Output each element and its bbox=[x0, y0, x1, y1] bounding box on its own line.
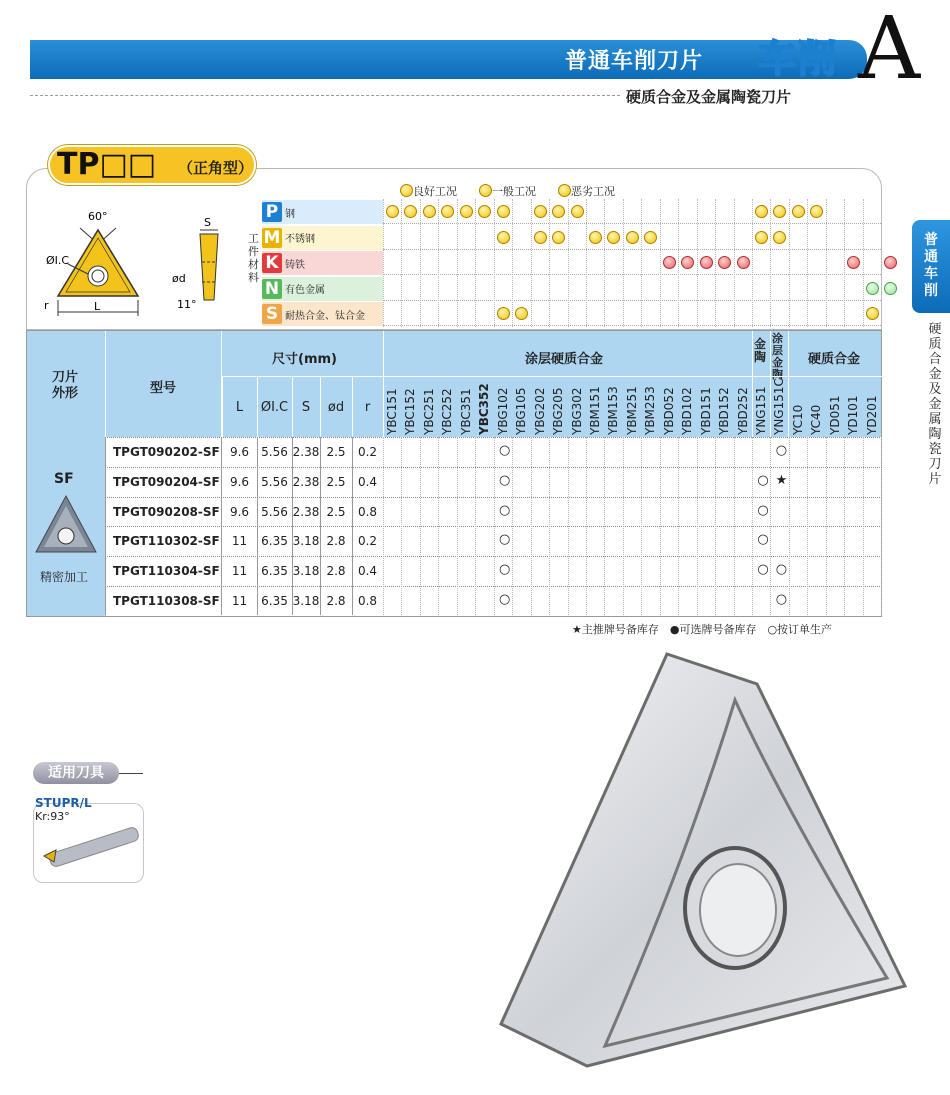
dim-cell: 6.35 bbox=[261, 534, 288, 549]
material-letter: P bbox=[262, 202, 282, 222]
grade-header: YD051 bbox=[827, 395, 842, 435]
dim-cell: 0.4 bbox=[357, 474, 378, 489]
col-shape-label: 刀片外形 bbox=[51, 370, 78, 401]
table-grid-line bbox=[512, 437, 513, 615]
material-name: 铸铁 bbox=[285, 259, 305, 271]
grid-line bbox=[641, 199, 642, 327]
dim-cell: 11 bbox=[231, 594, 248, 608]
grid-line bbox=[475, 199, 476, 327]
dim-cell: 0.2 bbox=[357, 534, 378, 549]
dim-cell: 2.8 bbox=[326, 564, 346, 579]
dim-divider bbox=[257, 377, 258, 437]
side-tab-subtitle: 硬质合金及金属陶瓷刀片 bbox=[928, 322, 942, 487]
grade-header: YBG302 bbox=[569, 387, 584, 435]
material-name: 有色金属 bbox=[285, 285, 325, 296]
material-row-m bbox=[262, 226, 383, 250]
tool-code: STUPR/L bbox=[35, 796, 92, 810]
product-shape-note: （正角型） bbox=[178, 159, 254, 177]
dim-cell: 3.18 bbox=[292, 564, 320, 579]
dim-divider bbox=[222, 377, 223, 437]
dim-cell: 2.8 bbox=[326, 594, 346, 608]
grid-line bbox=[586, 199, 587, 327]
page-subtitle: 硬质合金及金属陶瓷刀片 bbox=[626, 88, 792, 106]
material-row-n bbox=[262, 277, 383, 301]
material-grid bbox=[383, 199, 881, 327]
side-tab-label: 普通车削 bbox=[924, 232, 938, 299]
grid-line bbox=[438, 199, 439, 327]
availability-mark: ○ bbox=[757, 562, 769, 578]
insert-diagram bbox=[40, 204, 250, 319]
grade-header: YBD052 bbox=[661, 387, 676, 435]
dim-cell: 0.4 bbox=[357, 564, 378, 579]
normal-face-icon bbox=[479, 184, 492, 197]
grid-line bbox=[770, 199, 771, 327]
grade-header: YC10 bbox=[790, 404, 805, 435]
grid-line bbox=[568, 199, 569, 327]
dim-cell: 5.56 bbox=[261, 504, 288, 519]
dim-cell: 2.5 bbox=[326, 474, 346, 489]
tools-tab[interactable]: 适用刀具 bbox=[33, 762, 119, 784]
grade-header: YBG202 bbox=[532, 387, 547, 435]
col-model-label: 型号 bbox=[150, 381, 177, 396]
grid-line bbox=[678, 199, 679, 327]
table-grid-line bbox=[383, 437, 384, 615]
availability-mark: ○ bbox=[775, 592, 788, 607]
category-title: 车削 bbox=[758, 37, 839, 81]
availability-mark: ★ bbox=[775, 472, 788, 488]
dim-header: L bbox=[235, 400, 244, 415]
table-grid-line bbox=[586, 437, 587, 615]
dim-cell: 3.18 bbox=[292, 594, 320, 608]
table-grid-line bbox=[734, 437, 735, 615]
grid-line bbox=[734, 199, 735, 327]
group-coated-cermet-label: 涂层金陶 bbox=[772, 332, 783, 381]
grid-line bbox=[844, 199, 845, 327]
availability-mark: ○ bbox=[499, 562, 511, 578]
table-grid-line bbox=[881, 437, 882, 615]
dim-cell: 2.38 bbox=[292, 474, 320, 489]
material-row-p bbox=[262, 200, 383, 224]
dim-header: r bbox=[364, 400, 371, 415]
table-grid-line bbox=[660, 437, 661, 615]
bad-face-icon bbox=[558, 184, 571, 197]
workpiece-label: 工件材料 bbox=[248, 232, 259, 284]
material-name: 耐热合金、钛合金 bbox=[285, 310, 365, 322]
grid-line bbox=[752, 199, 753, 327]
grade-header: YBM251 bbox=[624, 386, 639, 435]
table-grid-line bbox=[807, 437, 808, 615]
grade-header: YNG151 bbox=[754, 386, 768, 435]
shape-desc: 精密加工 bbox=[40, 570, 89, 584]
grade-header: YBG205 bbox=[551, 387, 566, 435]
grid-line bbox=[807, 199, 808, 327]
table-col-line bbox=[352, 437, 353, 615]
availability-mark: ○ bbox=[499, 443, 511, 458]
grid-line bbox=[512, 199, 513, 327]
availability-mark: ○ bbox=[775, 562, 788, 578]
grade-header: YBM153 bbox=[606, 386, 621, 435]
diagram-s: S bbox=[204, 216, 211, 229]
table-col-line bbox=[105, 437, 106, 615]
table-grid-line bbox=[641, 437, 642, 615]
legend-bad: 恶劣工况 bbox=[558, 183, 615, 199]
material-row-s bbox=[262, 302, 383, 326]
product-code: TP□□ bbox=[57, 147, 157, 182]
table-grid-line bbox=[697, 437, 698, 615]
dim-cell: 2.5 bbox=[326, 445, 346, 459]
legend-good: 良好工况 bbox=[400, 183, 457, 199]
dim-cell: 5.56 bbox=[261, 445, 288, 459]
material-name: 不锈钢 bbox=[285, 234, 315, 245]
grid-line bbox=[623, 199, 624, 327]
shape-code: SF bbox=[54, 471, 74, 487]
grid-line bbox=[715, 199, 716, 327]
model-cell: TPGT110304-SF bbox=[113, 564, 220, 579]
header-bar bbox=[30, 40, 867, 79]
insert-shape-icon bbox=[34, 492, 98, 558]
grid-line bbox=[826, 199, 827, 327]
grade-header: YNG151C bbox=[772, 378, 787, 435]
grade-header: YD201 bbox=[864, 395, 879, 435]
model-cell: TPGT090204-SF bbox=[113, 474, 220, 489]
grade-header: YBD152 bbox=[717, 387, 732, 435]
table-col-line bbox=[292, 437, 293, 615]
availability-mark: ○ bbox=[757, 532, 769, 548]
dim-cell: 2.8 bbox=[326, 534, 346, 549]
grade-header: YBD102 bbox=[680, 387, 695, 435]
table-grid-line bbox=[438, 437, 439, 615]
model-cell: TPGT090208-SF bbox=[113, 504, 220, 519]
dim-cell: 9.6 bbox=[229, 474, 250, 489]
table-col-line bbox=[221, 437, 222, 615]
material-letter: S bbox=[262, 304, 282, 324]
grid-line bbox=[401, 199, 402, 327]
good-face-icon bbox=[400, 184, 413, 197]
grade-header: YBM151 bbox=[587, 386, 602, 435]
diagram-clearance: 11° bbox=[177, 298, 197, 311]
availability-mark: ○ bbox=[757, 472, 769, 488]
grid-line bbox=[383, 199, 384, 327]
dim-cell: 6.35 bbox=[261, 594, 288, 608]
dim-cell: 11 bbox=[231, 564, 248, 579]
material-letter: M bbox=[263, 227, 281, 248]
table-col-line bbox=[320, 437, 321, 615]
grid-line bbox=[660, 199, 661, 327]
dim-cell: 6.35 bbox=[261, 564, 288, 579]
grade-header: YC40 bbox=[809, 404, 824, 435]
legend-normal: 一般工况 bbox=[479, 183, 536, 199]
condition-face-icon bbox=[884, 256, 897, 269]
grade-header: YBC251 bbox=[421, 388, 436, 435]
diagram-angle: 60° bbox=[88, 210, 108, 223]
grid-line bbox=[549, 199, 550, 327]
table-grid-line bbox=[568, 437, 569, 615]
table-grid-line bbox=[752, 437, 753, 615]
material-letter: K bbox=[262, 253, 282, 273]
dim-header: ød bbox=[327, 400, 345, 415]
grade-header: YBC252 bbox=[440, 388, 455, 435]
availability-mark: ○ bbox=[499, 532, 511, 548]
availability-mark: ○ bbox=[499, 472, 511, 488]
dim-cell: 9.6 bbox=[229, 445, 250, 459]
table-grid-line bbox=[494, 437, 495, 615]
table-grid-line bbox=[457, 437, 458, 615]
page-title: 普通车削刀片 bbox=[565, 49, 704, 74]
condition-face-icon bbox=[884, 282, 897, 295]
dim-divider bbox=[352, 377, 353, 437]
condition-legend bbox=[400, 183, 637, 199]
availability-mark: ○ bbox=[775, 443, 788, 458]
material-letter: N bbox=[262, 279, 282, 299]
group-cermet-label: 金陶 bbox=[754, 337, 767, 364]
dim-cell: 5.56 bbox=[261, 474, 288, 489]
grid-line bbox=[604, 199, 605, 327]
grade-header: YBC152 bbox=[403, 388, 418, 435]
dim-cell: 2.38 bbox=[292, 445, 320, 459]
table-col-line bbox=[257, 437, 258, 615]
dim-header: S bbox=[301, 400, 311, 415]
material-name: 钢 bbox=[285, 208, 295, 220]
header-divider bbox=[30, 95, 620, 96]
model-cell: TPGT110302-SF bbox=[113, 534, 220, 549]
group-coated-label: 涂层硬质合金 bbox=[525, 352, 604, 367]
availability-mark: ○ bbox=[757, 502, 769, 518]
table-grid-line bbox=[475, 437, 476, 615]
dim-divider bbox=[320, 377, 321, 437]
material-row-k bbox=[262, 251, 383, 275]
availability-mark: ○ bbox=[499, 592, 511, 607]
grid-line bbox=[531, 199, 532, 327]
table-grid-line bbox=[401, 437, 402, 615]
table-grid-line bbox=[623, 437, 624, 615]
dim-cell: 11 bbox=[231, 534, 248, 549]
col-dims-label: 尺寸(mm) bbox=[272, 352, 337, 367]
grid-line bbox=[494, 199, 495, 327]
grid-line bbox=[789, 199, 790, 327]
table-grid-line bbox=[789, 437, 790, 615]
model-cell: TPGT110308-SF bbox=[113, 594, 220, 608]
dim-cell: 2.5 bbox=[326, 504, 346, 519]
dim-divider bbox=[292, 377, 293, 437]
table-grid-line bbox=[678, 437, 679, 615]
dim-cell: 0.2 bbox=[357, 445, 378, 459]
insert-photo bbox=[495, 648, 915, 1073]
table-grid-line bbox=[549, 437, 550, 615]
grade-header: YBC351 bbox=[458, 388, 473, 435]
diagram-r: r bbox=[44, 299, 49, 312]
grade-header: YBM253 bbox=[643, 386, 658, 435]
grid-line bbox=[420, 199, 421, 327]
section-letter: A bbox=[858, 0, 921, 99]
model-cell: TPGT090202-SF bbox=[113, 445, 220, 459]
table-grid-line bbox=[715, 437, 716, 615]
tools-divider bbox=[119, 773, 143, 774]
grid-line bbox=[457, 199, 458, 327]
table-grid-line bbox=[863, 437, 864, 615]
legend-notes: ★主推牌号备库存 ●可选牌号备库存 ○按订单生产 bbox=[572, 623, 833, 636]
dim-cell: 0.8 bbox=[357, 594, 378, 608]
diagram-ic: ØI.C bbox=[46, 254, 70, 267]
grid-line bbox=[863, 199, 864, 327]
grade-header: YBD252 bbox=[735, 387, 750, 435]
grid-line bbox=[697, 199, 698, 327]
dim-cell: 2.38 bbox=[292, 504, 320, 519]
dim-cell: 9.6 bbox=[229, 504, 250, 519]
tool-kr: Kr:93° bbox=[35, 810, 70, 823]
table-grid-line bbox=[844, 437, 845, 615]
grade-header: YBC352 bbox=[477, 383, 492, 435]
table-grid-line bbox=[420, 437, 421, 615]
table-grid-line bbox=[770, 437, 771, 615]
grade-header: YBG102 bbox=[495, 387, 510, 435]
diagram-l: L bbox=[94, 300, 101, 313]
grid-line bbox=[881, 199, 882, 327]
dim-cell: 0.8 bbox=[357, 504, 378, 519]
table-grid-line bbox=[604, 437, 605, 615]
group-carbide-label: 硬质合金 bbox=[808, 352, 861, 367]
dim-cell: 3.18 bbox=[292, 534, 320, 549]
grade-header: YBC151 bbox=[385, 388, 399, 435]
grade-header: YD101 bbox=[846, 395, 861, 435]
side-tab[interactable] bbox=[912, 220, 950, 313]
availability-mark: ○ bbox=[499, 502, 511, 518]
grade-header: YBG105 bbox=[514, 387, 529, 435]
table-grid-line bbox=[826, 437, 827, 615]
table-grid-line bbox=[531, 437, 532, 615]
grade-header: YBD151 bbox=[698, 387, 713, 435]
diagram-d: ød bbox=[172, 272, 186, 285]
dim-header: ØI.C bbox=[260, 400, 289, 415]
